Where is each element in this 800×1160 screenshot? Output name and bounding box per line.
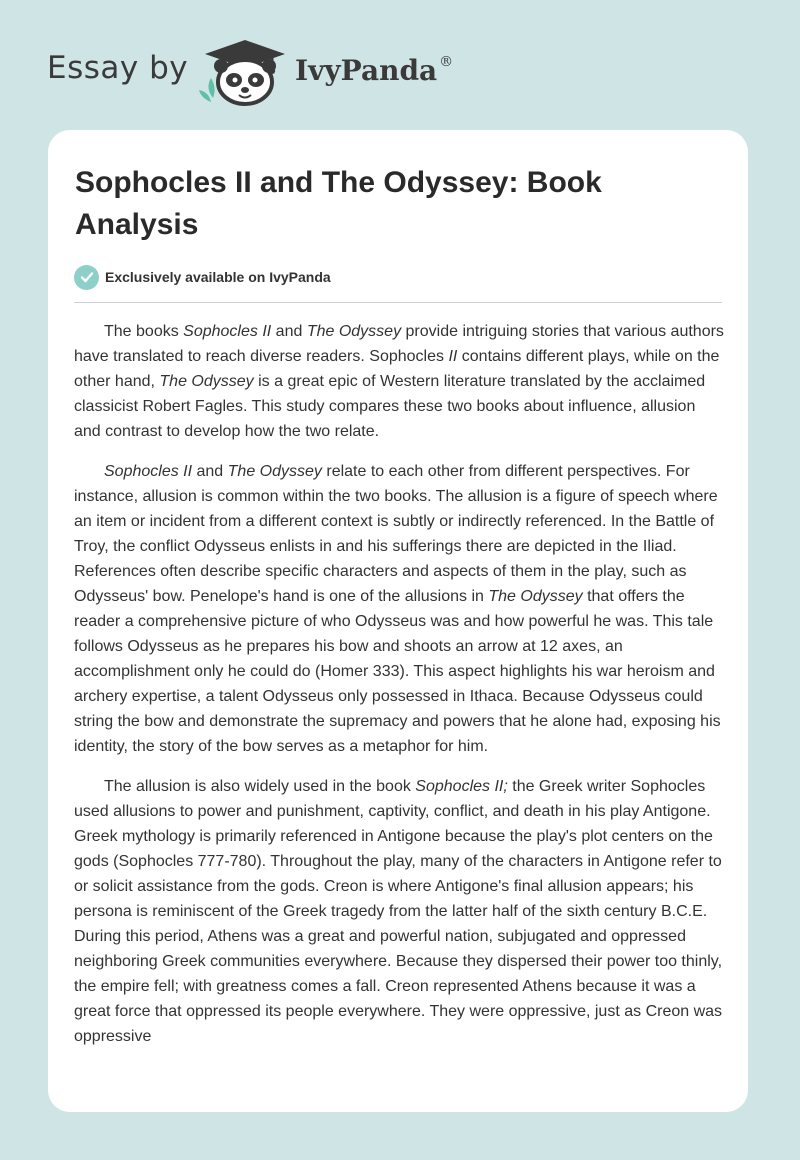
italic-title-text: The Odyssey: [306, 323, 402, 340]
paragraph: [74, 319, 724, 444]
paragraph-text: the Greek writer Sophocles used allusions to power and punishment, captivity, conflict, and death in his play Antigone. Greek mythology is primarily referenced in Antigone because the play's plot centers on the gods (Sophocles 777-780). Throughout the play, many of the characters in Antigone refer to or solicit assistance from the gods. Creon is where Antigone's final allusion appears; his persona is reminiscent of the Greek tragedy from the latter half of the sixth century B.C.E. During this period, Athens was a great and powerful nation, subjugated and oppressed neighboring Greek communities everywhere. Because they dispersed their power too thinly, the empire fell; with greatness comes a fall. Creon represented Athens because it was a great force that oppressed its people everywhere. They were oppressive, just as Creon was oppressive: [74, 778, 723, 1045]
checkmark-icon: [74, 265, 99, 290]
essay-card: [48, 130, 748, 1112]
exclusive-badge: [74, 264, 331, 290]
paragraph-text: relate to each other from different perspectives. For instance, allusion is common within the two books. The allusion is a figure of speech where an item or incident from a different context is subtly or indirectly referenced. In the Battle of Troy, the conflict Odysseus enlists in and his sufferings there are depicted in the Iliad. References often describe specific characters and aspects of them in the play, such as Odysseus' bow. Penelope's hand is one of the allusions in: [74, 463, 718, 605]
italic-title-text: II: [448, 348, 458, 365]
site-header: [47, 38, 547, 108]
registered-mark: ®: [439, 54, 454, 70]
paragraph-text: The allusion is also widely used in the book: [104, 778, 416, 795]
paragraph-text: and: [192, 463, 228, 480]
paragraph-text: contains different plays, while on the other hand,: [74, 348, 720, 390]
paragraph: [74, 774, 724, 1049]
page-title: Sophocles II and The Odyssey: Book Analysis: [75, 166, 602, 241]
paragraph-text: The books: [104, 323, 184, 340]
paragraph-text: and: [271, 323, 307, 340]
paragraph: [74, 459, 724, 759]
paragraph-text: provide intriguing stories that various authors have translated to reach diverse readers. Sophocles: [74, 323, 724, 365]
italic-title-text: Sophocles II: [104, 463, 193, 480]
brand-name[interactable]: [295, 54, 453, 87]
italic-title-text: The Odyssey: [159, 373, 254, 390]
italic-title-text: Sophocles II;: [415, 778, 508, 795]
badge-label: Exclusively available on IvyPanda: [105, 269, 331, 285]
paragraph-text: is a great epic of Western literature translated by the acclaimed classicist Robert Fagles. This study compares these two books about influence, allusion and contrast to develop how the two relate.: [74, 373, 706, 440]
italic-title-text: Sophocles II: [183, 323, 272, 340]
divider: [74, 302, 722, 303]
essay-by-label: Essay by: [47, 50, 189, 86]
panda-logo-icon[interactable]: [199, 38, 291, 106]
brand-label: IvyPanda: [295, 54, 438, 87]
italic-title-text: The Odyssey: [488, 588, 583, 605]
italic-title-text: The Odyssey: [227, 463, 322, 480]
essay-body: [74, 319, 724, 1064]
paragraph-text: that offers the reader a comprehensive picture of who Odysseus was and how powerful he was. This tale follows Odysseus as he prepares his bow and shoots an arrow at 12 axes, an accomplishment only he could do (Homer 333). This aspect highlights his war heroism and archery expertise, a talent Odysseus only possessed in Ithaca. Because Odysseus could string the bow and demonstrate the supremacy and powers that he alone had, exposing his identity, the story of the bow serves as a metaphor for him.: [74, 588, 721, 755]
